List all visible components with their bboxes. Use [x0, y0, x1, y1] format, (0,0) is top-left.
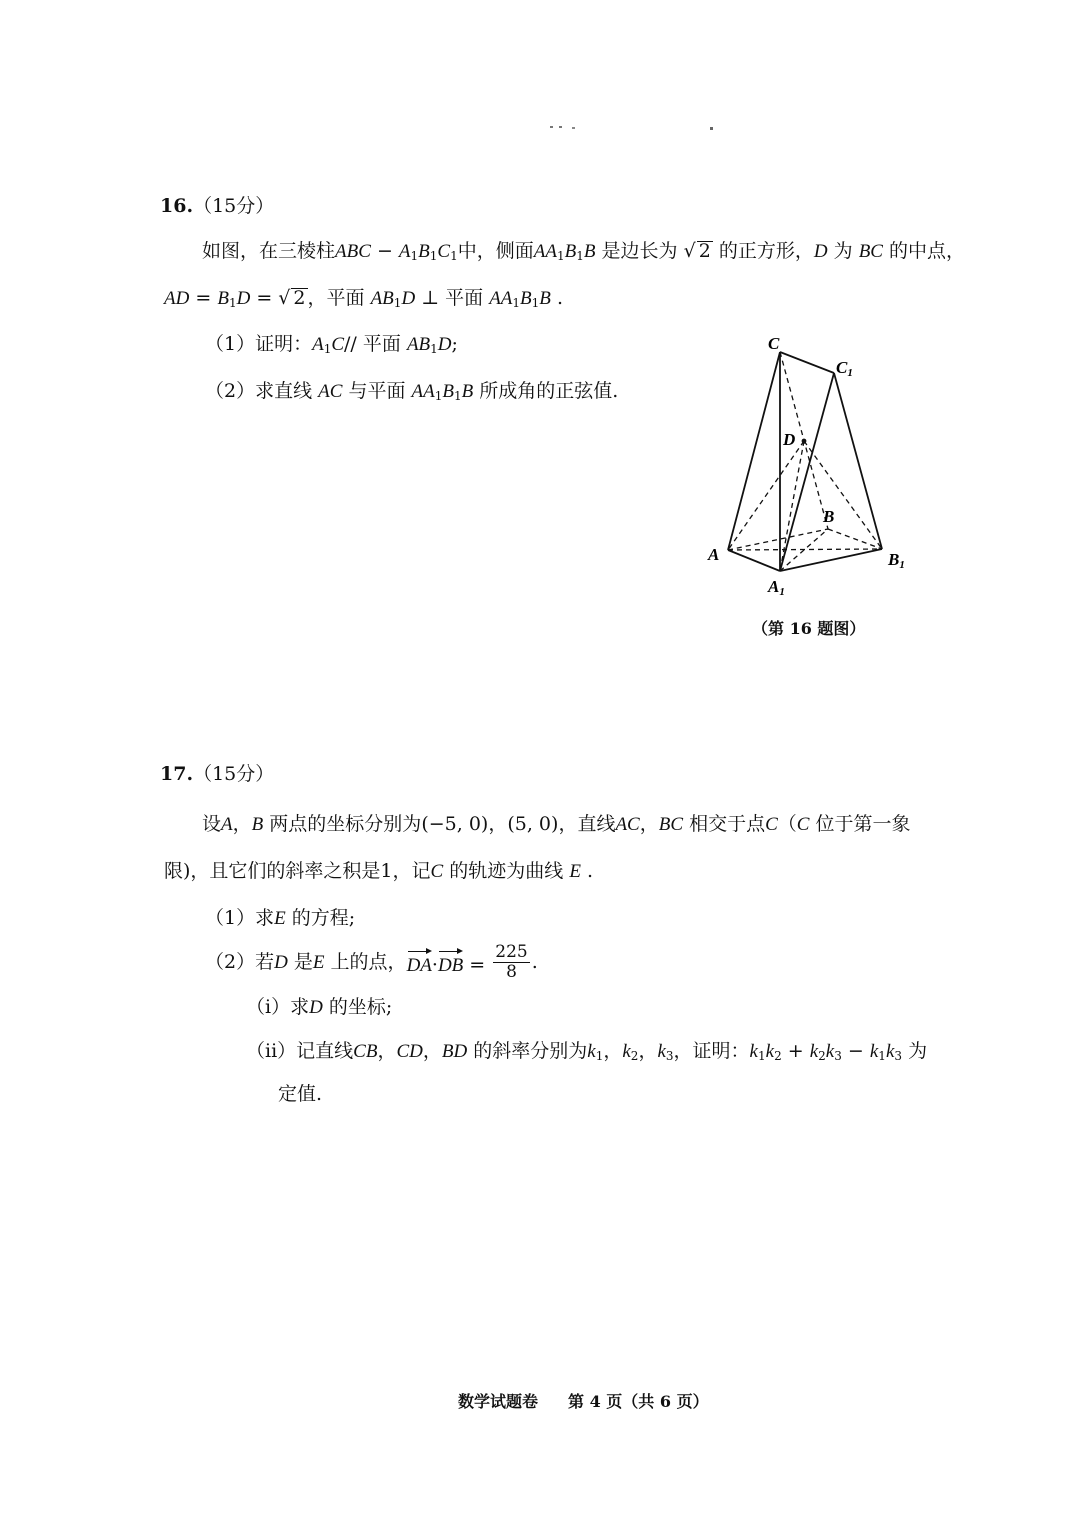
q16-score: （15分）: [193, 195, 275, 217]
scan-marks: [550, 126, 720, 132]
q17-score: （15分）: [193, 763, 275, 785]
edge-A-B1: [728, 549, 882, 550]
q16-heading: [160, 197, 274, 216]
edge-A-B: [728, 529, 828, 550]
label-A: A: [708, 545, 720, 564]
q16-part1: （1）证明：$A_1C//$ 平面 $AB_1D$;: [205, 333, 458, 356]
q16-prism-figure: [700, 330, 930, 610]
q16-number: 16.: [160, 195, 194, 217]
q17-sub-i: （i）求D 的坐标;: [246, 996, 393, 1018]
q17-number: 17.: [160, 763, 194, 785]
edge-D-A: [728, 441, 804, 550]
q17-final: 定值.: [278, 1083, 323, 1105]
footer-page: 第 4 页（共 6 页）: [568, 1392, 709, 1411]
q17-line2: 限)，且它们的斜率之积是1，记C 的轨迹为曲线 E .: [164, 860, 594, 882]
label-A1: A1: [768, 577, 785, 598]
point-D: [802, 439, 807, 444]
q16-figure-caption: （第 16 题图）: [752, 619, 866, 638]
q17-sub-ii: （ii）记直线CB，CD，BD 的斜率分别为$k_1$，$k_2$，$k_3$，证明：$k_1k_2 + k_2k_3 - k_1k_3$ 为: [246, 1040, 928, 1063]
coord-A: (−5, 0): [421, 813, 489, 835]
label-B: B: [823, 507, 835, 526]
edge-D-A1: [780, 441, 804, 571]
footer-subject: 数学试题卷: [458, 1392, 539, 1411]
label-B1: B1: [888, 550, 905, 571]
edge-C1-B1: [834, 373, 882, 549]
q16-intro-line1: 如图，在三棱柱ABC − $A_1B_1C_1$中，侧面$AA_1B_1B$ 是边长为 √ 2 的正方形，D 为 BC 的中点，: [202, 240, 966, 263]
edge-C-A: [728, 352, 780, 550]
q16-intro-line2: AD = $B_1D$ = √ 2 ，平面 $AB_1D$ ⊥ 平面 $AA_1B_1B$ .: [164, 287, 563, 310]
edge-C-C1: [780, 352, 834, 373]
edge-D-B1: [804, 441, 882, 549]
coord-B: (5, 0): [507, 813, 559, 835]
q17-part2: （2）若D 是E 上的点，DA·DB = $\frac{225}{8}$ .: [205, 942, 538, 982]
page-footer: [458, 1394, 709, 1410]
edge-A-A1: [728, 550, 780, 571]
label-C1: C1: [836, 358, 853, 379]
q16-part2: （2）求直线 AC 与平面 $AA_1B_1B$ 所成角的正弦值.: [205, 380, 619, 403]
edge-A1-B1: [780, 549, 882, 571]
edge-B-B1: [828, 529, 882, 549]
label-D: D: [783, 430, 796, 449]
q17-line1: 设A，B 两点的坐标分别为(−5, 0)，(5, 0)，直线AC，BC 相交于点C（C 位于第一象: [202, 813, 911, 835]
dot-product-fraction: $\frac{225}{8}$: [495, 942, 528, 982]
q17-part1: （1）求E 的方程;: [205, 907, 356, 929]
label-C: C: [768, 334, 780, 353]
q17-heading: [160, 765, 274, 784]
